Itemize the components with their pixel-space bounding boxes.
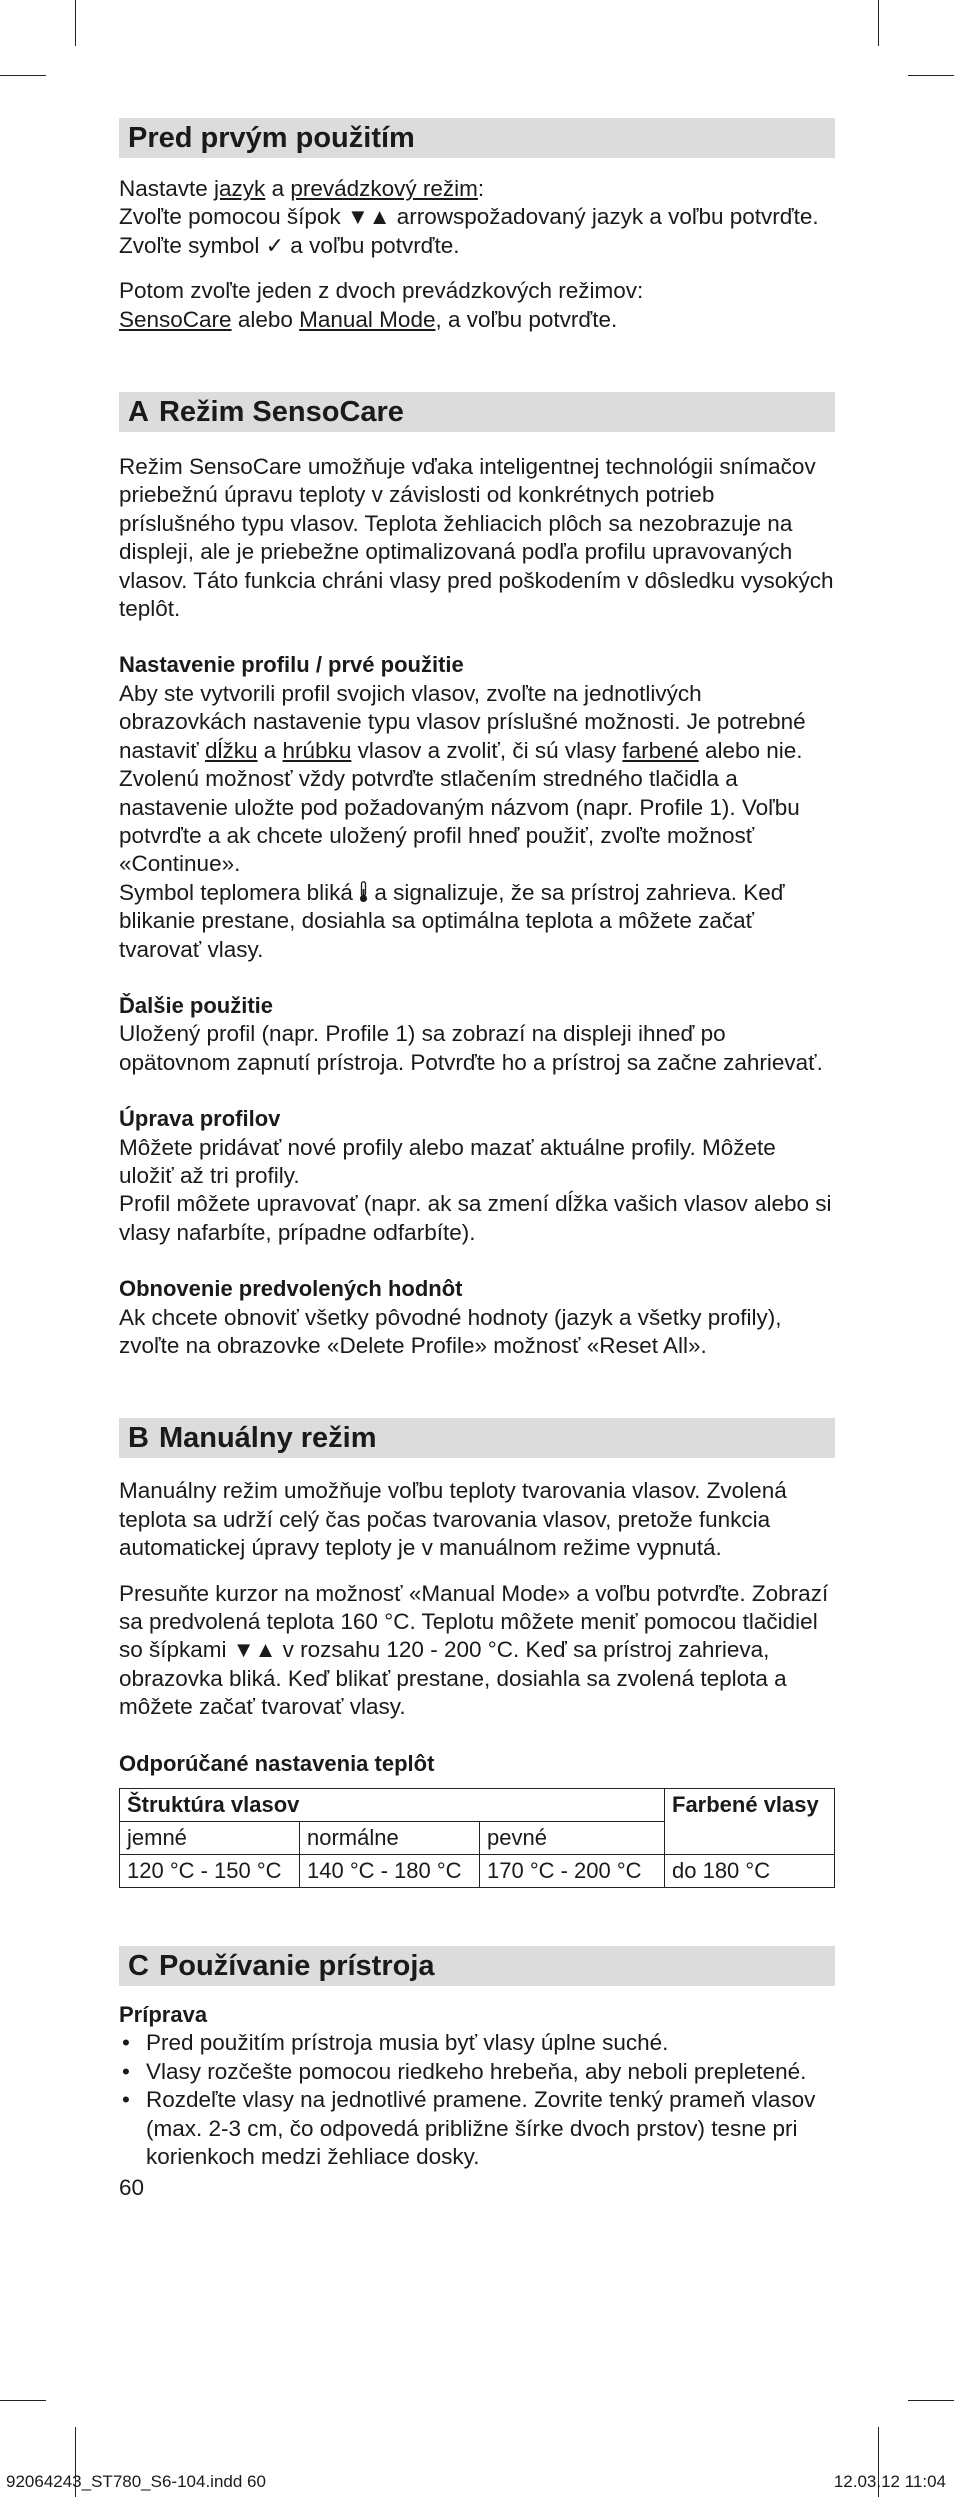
page-content (119, 118, 835, 2202)
thermometer-icon (359, 881, 368, 903)
section-heading-b (119, 1418, 835, 1458)
table-subheader: normálne (300, 1822, 480, 1855)
text: Presuňte kurzor na možnosť «Manual Mode» a voľbu potvrďte. Zobrazí sa predvolená teplota 160 °C. Teplotu môžete meniť pomocou tlačidiel so šípkami (119, 1580, 829, 1663)
section-heading-a (119, 392, 835, 432)
table-subheader: pevné (480, 1822, 665, 1855)
section-letter: A (128, 396, 149, 429)
table-header-colored: Farbené vlasy (665, 1789, 835, 1855)
footer-timestamp: 12.03.12 11:04 (833, 2472, 946, 2491)
crop-mark (0, 2400, 46, 2401)
table-header-structure: Štruktúra vlasov (120, 1789, 665, 1822)
arrow-down-up-icon: ▼▲ (346, 204, 391, 230)
section-heading-c (119, 1946, 835, 1986)
subheading-profile-setup: Nastavenie profilu / prvé použitie (119, 652, 464, 678)
text: vlasov a zvoliť, či sú vlasy (351, 737, 623, 763)
text: , a voľbu potvrďte. (435, 306, 618, 332)
text: Aby ste vytvorili profil svojich vlasov, zvoľte na jednotlivých obrazovkách nastavenie typu vlasov príslušné možnosti. Je potrebné nastaviť (119, 680, 806, 763)
text: a (257, 737, 283, 763)
term-thickness: hrúbku (282, 737, 352, 763)
text: arrowspožadovaný jazyk a voľbu potvrďte. Zvoľte symbol (119, 204, 819, 258)
text: v rozsahu 120 - 200 °C. Keď sa prístroj zahrieva, obrazovka bliká. Keď blikať prestane, dosiahla sa zvolená teplota a môžete začať tvarovať vlasy. (119, 1637, 787, 1720)
term-sensocare: SensoCare (119, 306, 232, 332)
edit-profiles-text-1: Môžete pridávať nové profily alebo mazať aktuálne profily. Môžete uložiť až tri profily. (119, 1134, 776, 1188)
table-cell: 140 °C - 180 °C (300, 1855, 480, 1888)
preparation-list (119, 2029, 835, 2171)
section-letter: C (128, 1950, 149, 1983)
edit-profiles-text-2: Profil môžete upravovať (napr. ak sa zmení dĺžka vašich vlasov alebo si vlasy nafarbíte, prípadne odfarbíte). (119, 1191, 832, 1245)
term-length: dĺžku (204, 737, 258, 763)
footer-file-info: 92064243_ST780_S6-104.indd 60 (6, 2472, 266, 2491)
intro-paragraph-1 (119, 175, 835, 260)
table-cell: 120 °C - 150 °C (120, 1855, 300, 1888)
subheading-edit-profiles: Úprava profilov (119, 1106, 281, 1132)
profile-setup-text (119, 680, 835, 964)
manual-mode-text-1: Manuálny režim umožňuje voľbu teploty tvarovania vlasov. Zvolená teplota sa udrží celý čas počas tvarovania vlasov, pretože funkcia automatickej úpravy teploty je v manuálnom režime vypnutá. (119, 1478, 787, 1561)
text: Zvoľte pomocou šípok (119, 204, 347, 230)
checkmark-icon: ✓ (265, 232, 285, 258)
subheading-recommended-temps: Odporúčané nastavenia teplôt (119, 1750, 435, 1776)
text: a signalizuje, že sa prístroj zahrieva. Keď blikanie prestane, dosiahla sa optimálna teplota a môžete začať tvarovať vlasy. (119, 879, 785, 962)
text: Potom zvoľte jeden z dvoch prevádzkových režimov: (119, 278, 644, 304)
list-item: • Pred použitím prístroja musia byť vlasy úplne suché. (119, 2029, 835, 2057)
crop-mark (75, 0, 76, 46)
reset-text: Ak chcete obnoviť všetky pôvodné hodnoty (jazyk a všetky profily), zvoľte na obrazovke «Delete Profile» možnosť «Reset All». (119, 1304, 782, 1358)
section-title: Manuálny režim (158, 1422, 377, 1455)
term-manual-mode: Manual Mode (299, 306, 436, 332)
section-letter: B (128, 1422, 149, 1455)
temperature-table (119, 1788, 835, 1888)
text: Symbol teplomera bliká (119, 879, 360, 905)
subheading-reset: Obnovenie predvolených hodnôt (119, 1276, 463, 1302)
subheading-preparation: Príprava (119, 2002, 208, 2028)
sensocare-intro: Režim SensoCare umožňuje vďaka inteligentnej technológii snímačov priebežnú úpravu teploty v závislosti od konkrétnych potrieb príslušného typu vlasov. Teplota žehliacich plôch sa nezobrazuje na displeji, ale je priebežne optimalizovaná podľa profilu upravovaných vlasov. Táto funkcia chráni vlasy pred poškodením v dôsledku vysokých teplôt. (119, 454, 834, 622)
section-title: Používanie prístroja (158, 1950, 435, 1983)
subheading-further-use: Ďalšie použitie (119, 992, 274, 1018)
section-title: Pred prvým použitím (128, 122, 415, 154)
text: alebo nie. Zvolenú možnosť vždy potvrďte stlačením stredného tlačidla a nastavenie uložte pod požadovaným názvom (napr. Profile 1). Voľbu potvrďte a ak chcete uložený profil hneď použiť, zvoľte možnosť «Continue». (119, 737, 803, 877)
term-operating-mode: prevádzkový režim (290, 176, 478, 201)
text: alebo (231, 306, 300, 332)
arrow-down-up-icon: ▼▲ (232, 1637, 277, 1663)
term-language: jazyk (214, 176, 266, 201)
crop-mark (878, 0, 879, 46)
text: a (265, 176, 291, 201)
text: : (477, 176, 485, 201)
crop-mark (0, 75, 46, 76)
crop-mark (908, 75, 954, 76)
further-use-text: Uložený profil (napr. Profile 1) sa zobrazí na displeji ihneď po opätovnom zapnutí prístroja. Potvrďte ho a prístroj sa začne zahrievať. (119, 1021, 823, 1075)
term-colored: farbené (622, 737, 699, 763)
table-cell: 170 °C - 200 °C (480, 1855, 665, 1888)
crop-mark (908, 2400, 954, 2401)
text: a voľbu potvrďte. (284, 232, 460, 258)
list-item: • Rozdeľte vlasy na jednotlivé pramene. Zovrite tenký prameň vlasov (max. 2-3 cm, čo odpovedá približne šírke dvoch prstov) tesne pri korienkoch medzi žehliace dosky. (119, 2086, 835, 2171)
section-heading-intro (119, 118, 835, 158)
list-item: • Vlasy rozčešte pomocou riedkeho hrebeňa, aby neboli prepletené. (119, 2058, 835, 2086)
manual-mode-text-2 (119, 1580, 835, 1722)
intro-paragraph-2 (119, 277, 835, 334)
table-cell: do 180 °C (665, 1855, 835, 1888)
table-subheader: jemné (120, 1822, 300, 1855)
page-number: 60 (119, 2174, 145, 2200)
section-title: Režim SensoCare (158, 396, 404, 429)
text: Nastavte (119, 176, 215, 201)
